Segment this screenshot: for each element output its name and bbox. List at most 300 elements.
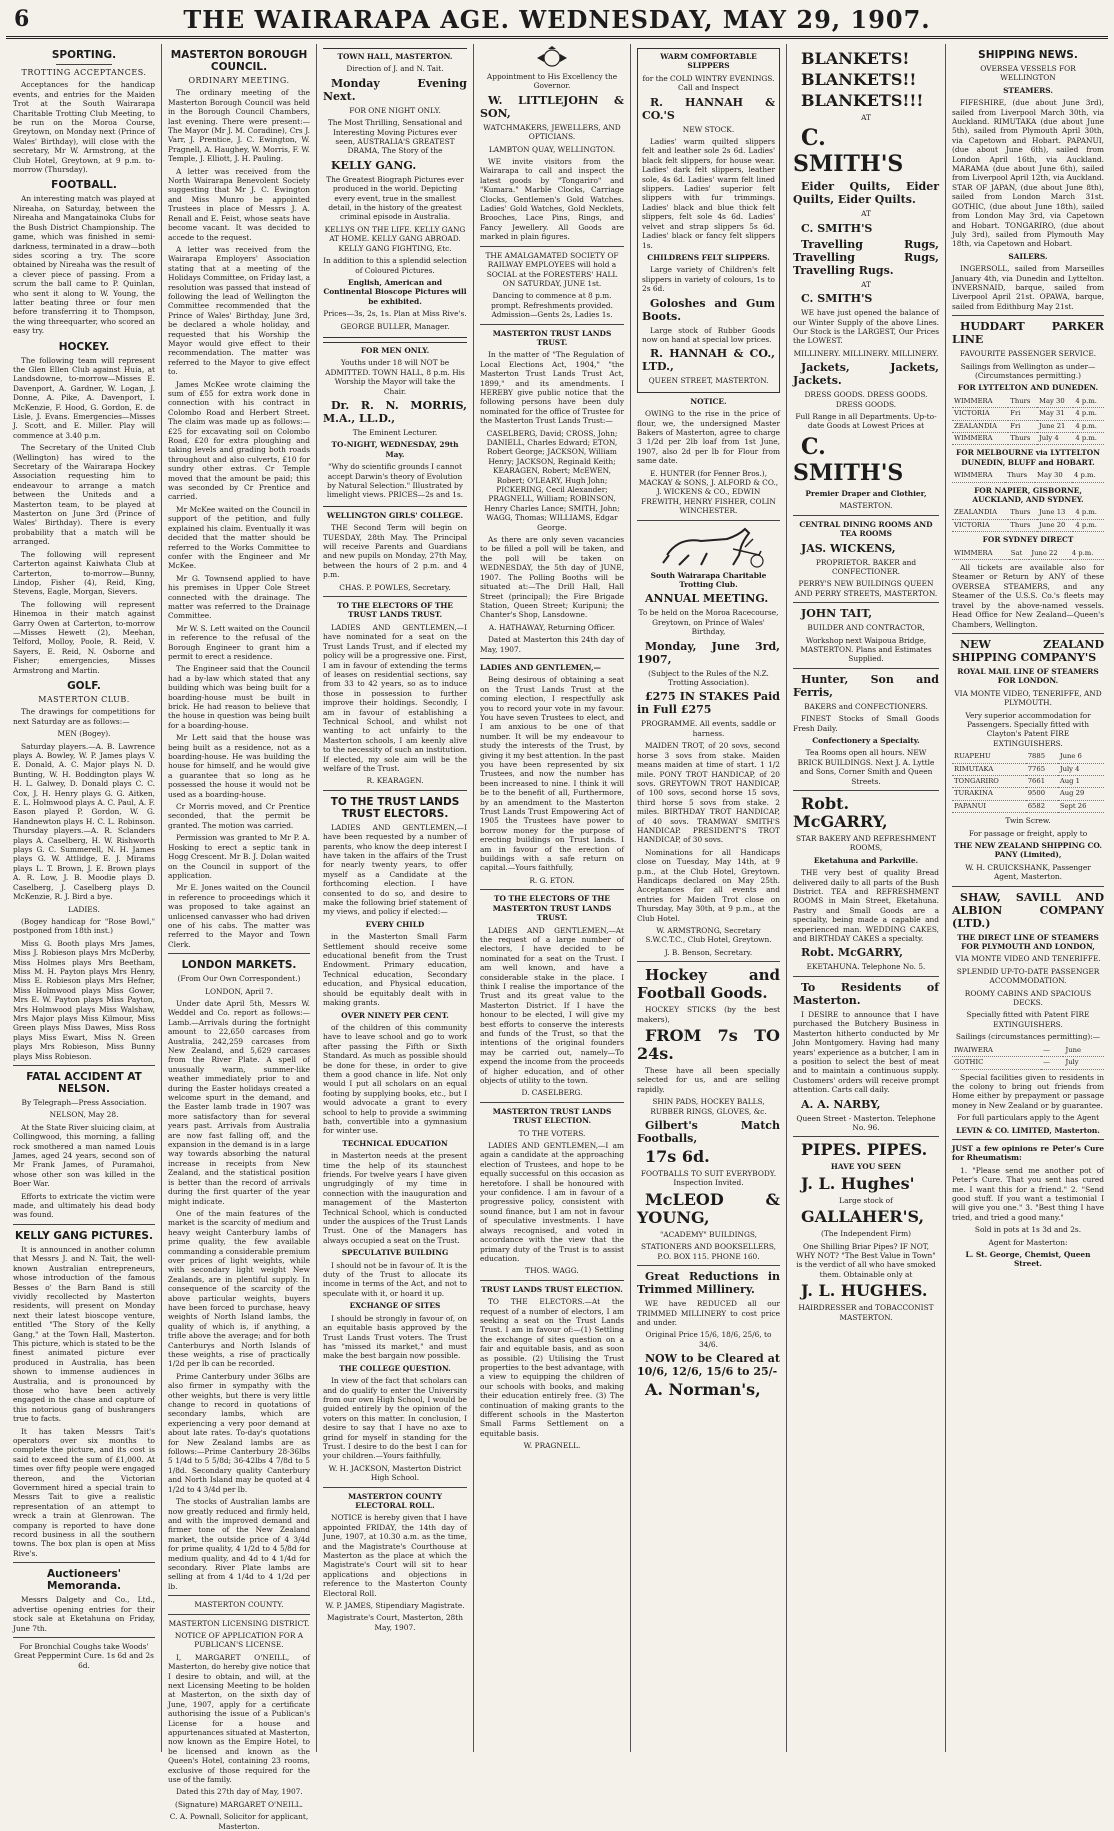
shipping-text: INGERSOLL, sailed from Marseilles January 4th, via Dunedin and Lyttelton. INVERSNAID, barque, sailed from Liverpool April 21st. OPAWA, barque, sailed from Edithburg May 21st. (952, 264, 1104, 311)
table-row (952, 548, 1104, 560)
ad-text: One Shilling Briar Pipes? IF NOT, WHY NOT? "The Best Value in Town" is the verdict of all who have smoked them. Obtainable only at (796, 1241, 936, 1279)
dateline: NELSON, May 28. (49, 1110, 119, 1120)
ad-text: Confectionery a Specialty. (812, 735, 920, 745)
article-text: (Bogey handicap for "Rose Bowl," postponed from 18th inst.) (13, 916, 155, 936)
notice-text: I should be strongly in favour of, on an equitable basis approved by the Trust Lands Trust voters. The Trust has "missed its market," and must make the best bargain now possible. (323, 1313, 467, 1361)
ad-text: SHIN PADS, HOCKEY BALLS, RUBBER RINGS, GLOVES, &c. (650, 1097, 767, 1116)
table-cell: ZEALANDIA (952, 420, 1008, 432)
notice-heading: TO THE ELECTORS OF THE MASTERTON TRUST LANDS TRUST. (492, 894, 612, 923)
ad-heading: W. LITTLEJOHN & SON, (480, 93, 624, 120)
trotting-horse-icon (649, 525, 769, 569)
article-text: The Secretary of the United Club (Wellington) has wired to the Secretary of the Wairarapa Hockey Association requesting him to endeavour to arrange a match between the Uniteds and a Masterton team, to be played at Masterton on June 3rd (Prince of Wales' Birthday). There is every probability that a match will be arranged. (13, 443, 155, 547)
table-cell: TURAKINA (952, 788, 1026, 800)
article-text: The stocks of Australian lambs are now greatly reduced and firmly held, and with the improved demand and firmer tone of the New Zealand market, the outside price of 4 3/4d for prime quality, 4 1/2d to 4 5/8d for medium quality, and 4d to 4 1/4d for secondary. River Plate lambs are selling at from 4 1/4d to 4 1/2d per lb. (168, 1497, 310, 1591)
ad-name: J. L. Hughes' (801, 1173, 915, 1193)
table-cell: June 22 (1029, 548, 1069, 560)
ad-heading: South Wairarapa Charitable Trotting Club. (650, 570, 767, 590)
ad-text: Jackets, Jackets, Jackets. (793, 361, 939, 388)
ad-price: FROM 7s TO 24s. (637, 1026, 780, 1064)
ad-name: GALLAHER'S, (801, 1207, 925, 1227)
ad-name: C. SMITH'S (793, 433, 904, 486)
table-cell: ZEALANDIA (952, 507, 1008, 519)
table-cell: 7661 (1026, 775, 1058, 787)
ad-text: "ACADEMY" BUILDINGS, (659, 1229, 758, 1239)
shipping-subheading: STEAMERS. (1003, 85, 1053, 95)
column-shipping (947, 44, 1109, 1752)
subheading-meeting: ORDINARY MEETING. (188, 76, 290, 85)
column-trust-lands (475, 44, 629, 1752)
route-heading: FOR SYDNEY DIRECT (982, 535, 1074, 545)
sailing-table (952, 396, 1104, 446)
table-row (952, 1057, 1104, 1069)
ad-signature: J. L. HUGHES. (801, 1281, 928, 1301)
ad-text: Sold in pots at 1s 3d and 2s. (974, 1225, 1082, 1235)
ad-text: To be held on the Moroa Racecourse, Greytown, on Prince of Wales' Birthday, (638, 608, 779, 637)
ad-text: WE invite visitors from the Wairarapa to call and inspect the latest goods by "Tongariro" and "Kumara." Marble Clocks, Carriage Clocks, Gentlemen's Gold Watches. Ladies' Gold Watches, Gold Necklets, Brooches, Lace Pins, Rings, and Fancy Jewellery. All Goods are marked in plain figures. (480, 157, 624, 242)
notice-text: NOTICE is hereby given that I have appointed FRIDAY, the 14th day of June, 1907, at 10.30 a.m. as the time, and the Magistrate's Courthouse at Masterton as the place at which the Magistrate's Court will sit to hear applications and objections in reference to the Masterton County Electoral Roll. (323, 1513, 467, 1598)
article-text: Saturday players.—A. B. Lawrence plays A. Bowley, W. P. James plays V. E. Donald, A. C. Major plays N. D. Bunting, W. H. Boddington plays W. H. L. Galwey, D. Donald plays C. C. Cox, J. H. Henry plays G. G. Aitken, E. L. Holmwood plays A. C. Paul, A. F. Eason played P. Gordon, W. G. Handnewton plays H. C. L. Robinson. Thursday players.—A. R. Sclanders plays A. Caselberg, H. W. Rishworth plays G. C. Summerell, N. H. James plays G. W. Attlidge, E. J. Mirams plays L. T. Brown, J. E. Brown plays A. R. Low, J. B. Moodie plays D. Caselberg, J. Caselberg plays D. McKenzie, R. J. Bird a bye. (13, 741, 155, 902)
table-cell: TONGARIRO (952, 775, 1026, 787)
shipping-subheading: OVERSEA VESSELS FOR WELLINGTON (980, 64, 1076, 83)
table-row (952, 800, 1104, 812)
ad-text: Large stock of (839, 1195, 893, 1205)
table-cell: GOTHIC (952, 1057, 1041, 1069)
ad-text: Full Range in all Departments. Up-to-date Goods at Lowest Prices at (795, 412, 937, 431)
column-rule (316, 44, 317, 1752)
ad-text: (Subject to the Rules of the N.Z. Trotting Association). (648, 668, 769, 688)
column-adverts-b (788, 44, 944, 1752)
ad-text: STAR BAKERY AND REFRESHMENT ROOMS, (795, 834, 937, 853)
ad-text: Nominations for all Handicaps close on Tuesday, May 14th, at 9 p.m., at the Club Hotel, Greytown. Handicaps declared on May 25th. Acceptances for all events and entries for Maiden Trot close on Thursday, May 30th, at 9 p.m., at the Club Hotel. (637, 847, 780, 923)
article-text: The following will represent Hinemoa in their match against Garry Owen at Carterton, to-morrow—Misses Hewett (2), Meehan, Telford, Molloy, Poole, R. Reid, V. Sayers, E. Reid, N. Osborne and Fisher; emergencies, Misses Armstrong and Martin. (13, 599, 155, 675)
ad-stakes: £275 IN STAKES Paid in Full £275 (637, 690, 780, 717)
ad-text: For passage or freight, apply to (968, 828, 1088, 838)
table-cell: July 4 (1037, 433, 1073, 445)
notice-signature: R. G. ETON. (529, 875, 575, 885)
notice-heading: WELLINGTON GIRLS' COLLEGE. (326, 510, 464, 520)
ad-name: McLEOD & YOUNG, (637, 1189, 780, 1227)
ad-text: THE DIRECT LINE OF STEAMERS FOR PLYMOUTH AND LONDON, (957, 932, 1099, 952)
ad-name: C. SMITH'S (793, 125, 904, 178)
table-row (952, 763, 1104, 775)
table-cell: Fri (1008, 408, 1037, 420)
ad-text: Twin Screw. (1005, 816, 1051, 826)
table-cell: VICTORIA (952, 408, 1008, 420)
section-heading-golf: GOLF. (67, 679, 101, 692)
table-cell: June 13 (1037, 507, 1073, 519)
notice-subhead: THE COLLEGE QUESTION. (339, 1363, 451, 1373)
notice-signature: W. H. JACKSON, Masterton District High School. (328, 1463, 462, 1483)
headline-kelly-gang: KELLY GANG PICTURES. (15, 1229, 153, 1242)
headline-borough-council: MASTERTON BOROUGH COUNCIL. (170, 49, 308, 73)
table-cell: 7765 (1026, 763, 1058, 775)
article-text: Messrs Dalgety and Co., Ltd., advertise opening entries for their stock sale at Eketahuna on Friday, June 7th. (13, 1595, 155, 1633)
ad-text: 1. "Please send me another pot of Peter's Cure. That you sent has cured me. I want this for a friend." 2. "Send good stuff. If you want a testimonial I will give you one." 3. "Best thing I have tried, and tried a good many." (952, 1165, 1104, 1222)
ad-title: KELLY GANG. (331, 158, 417, 172)
ad-text: Queen Street - Masterton. Telephone No. 96. (796, 1113, 936, 1132)
route-heading: FOR NAPIER, GISBORNE, AUCKLAND, AND SYDNEY. (972, 485, 1084, 505)
table-cell: July (1063, 1057, 1104, 1069)
ad-text: The Eminent Lecturer. (352, 427, 438, 437)
table-cell: Thurs (1005, 470, 1035, 482)
notice-text: in the Masterton Small Farm Settlement should receive some educational benefit from the Trust Endowment. Primary education, Technical education, Secondary education, and Physical education, should be equitably dealt with in making grants. (323, 932, 467, 1008)
table-cell: Fri (1008, 420, 1037, 432)
ad-text: For full particulars apply to the Agent (956, 1113, 1100, 1123)
table-cell: May 30 (1035, 470, 1072, 482)
table-cell: WIMMERA (952, 433, 1008, 445)
article-text: The drawings for competitions for next Saturday are as follows:— (13, 707, 155, 726)
route-heading: FOR LYTTELTON AND DUNEDEN. (957, 383, 1099, 393)
ad-text: WE have REDUCED all our TRIMMED MILLINERY to cost price and under. (637, 1299, 780, 1327)
ad-heading: Great Reductions in Trimmed Millinery. (637, 1270, 780, 1297)
table-row (952, 751, 1104, 763)
notice-signature: W. PRAGNELL. (523, 1441, 581, 1451)
ad-heading: BLANKETS! (801, 49, 910, 68)
table-cell: 4 p.m. (1073, 519, 1104, 531)
ad-text: Premier Draper and Clothier, (805, 488, 927, 498)
table-cell: — (1041, 1057, 1063, 1069)
notice-text: Being desirous of obtaining a seat on the Trust Lands Trust at the coming election, I respectfully ask you to record your vote in my favour. You have seven Trustees to elect, and I am anxious to be one of that number. It will be my endeavour to study the interests of the Trust, by giving it my best attention. In the past you have been represented by six Trustees, and now the number has been increased to nine. I think it will be to the benefit of all, Furthermore, by an amendment to the Masterton Trust Lands Trust Empowering Act of 1905 the Trustees have power to borrow money for the purpose of erecting buildings on Trust lands. I am in favour of the erection of buildings with a safe return on capital.—Yours faithfully, (480, 675, 625, 873)
section-heading-sporting: SPORTING. (51, 49, 117, 61)
notice-subhead: TECHNICAL EDUCATION (342, 1138, 448, 1148)
article-text: Miss G. Booth plays Mrs James, Miss J. Robieson plays Mrs McDerby, Miss Holmes plays Mrs Beetham, Miss M. H. Payton plays Mrs Henry, Miss E. Robieson plays Mrs Hefner, Miss Holmwood plays Miss Gower, Mrs E. W. Payton plays Miss Payton, Mrs Holmwood plays Miss Walshaw, Mrs Major plays Miss Kilmour, Miss Green plays Miss Dawes, Miss Ross plays Miss Ewart, Miss N. Green plays Mrs Robieson, Miss Bunny plays Miss Robieson. (13, 938, 155, 1061)
ad-text: DRESS GOODS. DRESS GOODS. DRESS GOODS. (804, 390, 928, 409)
ad-subhead: Goloshes and Gum Boots. (642, 296, 775, 323)
footer-advert: For Bronchial Coughs take Woods' Great Peppermint Cure. 1s 6d and 2s 6d. (14, 1641, 154, 1670)
newspaper-title: THE WAIRARAPA AGE. WEDNESDAY, MAY 29, 1907. (183, 5, 931, 34)
table-cell: 6582 (1026, 800, 1058, 812)
ad-text: Tea Rooms open all hours. NEW BRICK BUILDINGS. Next J. A. Lyttle and Sons, Corner Smith and Queen Streets. (797, 748, 935, 786)
notice-text: In view of the fact that scholars can and do qualify to enter the University from our own High School, I would be guided entirely by the opinion of the voters on this matter. In conclusion, I desire to say that I have no axe to grind for myself in standing for the Trust. I desire to do the best I can for your children.—Yours faithfully, (323, 1376, 467, 1461)
table-cell: WIMMERA (952, 396, 1008, 408)
ad-text: HAIRDRESSER and TOBACCONIST MASTERTON. (798, 1303, 934, 1322)
article-text: Mr E. Jones waited on the Council in reference to proceedings which it was proposed to take against an unlicensed canvasser who had driven one of his cabs. The matter was referred to the Mayor and Town Clerk. (168, 883, 310, 949)
table-cell: Thurs (1008, 433, 1037, 445)
table-cell: 7885 (1026, 751, 1058, 763)
table-cell: 4 p.m. (1070, 548, 1104, 560)
ad-text: These have all been specially selected for us, and are selling rapidly. (637, 1066, 780, 1094)
notice-heading: MASTERTON COUNTY. (194, 1600, 284, 1610)
table-cell: VICTORIA (952, 519, 1008, 531)
ad-text: W. H. CRUICKSHANK, Passenger Agent, Masterton. (965, 862, 1091, 882)
notice-signature: THOS. WAGG. (525, 1266, 579, 1276)
ad-text: KELLYS ON THE LIFE. KELLY GANG AT HOME. KELLY GANG ABROAD. KELLY GANG FIGHTING, Etc. (324, 224, 466, 253)
table-cell: Thurs (1008, 396, 1037, 408)
table-cell: May 31 (1037, 408, 1073, 420)
ad-text: ROOMY CABINS AND SPACIOUS DECKS. (964, 988, 1092, 1008)
ad-date: TO-NIGHT, WEDNESDAY, 29th May. (331, 440, 459, 459)
article-text: The following will represent Carterton against Kaiwhata Club at Carterton, to-morrow—Bunny, Lindop, Fisher (4), Reid, King, Stevens, Eagle, Morgan, Sievers. (13, 549, 155, 597)
table-row (952, 1045, 1104, 1057)
ad-text: LEVIN & CO. LIMITED, Masterton. (956, 1125, 1100, 1135)
table-row (952, 396, 1104, 408)
golf-men-heading: MEN (Bogey). (57, 729, 111, 739)
notice-date: Dated at Masterton this 24th day of May, 1907. (480, 635, 624, 654)
ad-text: Eider Quilts, Eider Quilts, Eider Quilts. (793, 180, 939, 207)
ad-text: Sailings (circumstances permitting):— (955, 1032, 1101, 1042)
ad-name: C. SMITH'S (801, 292, 873, 306)
ad-signature: W. ARMSTRONG, Secretary S.W.C.T.C., Club Hotel, Greytown. (645, 926, 772, 945)
ad-text: AT (861, 279, 871, 289)
headline-trust-electors: TO THE TRUST LANDS TRUST ELECTORS. (330, 795, 460, 820)
ad-text: for the COLD WINTRY EVENINGS. Call and Inspect (642, 73, 775, 93)
headline-auctioneers: Auctioneers' Memoranda. (46, 1568, 122, 1593)
ad-text: STATIONERS AND BOOKSELLERS, P.O. BOX 115. PHONE 160. (641, 1242, 776, 1261)
ad-text: Direction of J. and N. Tait. (346, 64, 444, 74)
notice-signature: W. P. JAMES, Stipendiary Magistrate. (325, 1601, 465, 1611)
article-text: Efforts to extricate the victim were made, and ultimately his dead body was found. (13, 1191, 155, 1220)
masthead (6, 2, 1108, 39)
ad-text: MILLINERY. MILLINERY. MILLINERY. (793, 348, 939, 358)
notice-text: LADIES AND GENTLEMEN,—I have nominated for a seat on the Trust Lands Trust, and if elected my policy will be a progressive one. First, I am in favour of extending the terms of leases on residential sections, say from 33 to 42 years, so as to induce those in possession to further improve their holdings. Secondly, I am in favour of establishing a Technical School, and whilst not wanting to act unfairly to the Masterton schools, I am keenly alive to the necessity of such an institution. If elected, my sole aim will be the welfare of the Trust. (323, 622, 467, 773)
ad-name: R. HANNAH & CO., LTD., (642, 347, 775, 374)
ad-price: 17s 6d. (645, 1147, 710, 1167)
ad-heading: WARM COMFORTABLE SLIPPERS (660, 52, 757, 71)
table-cell: 4 p.m. (1072, 470, 1104, 482)
sailing-table (952, 751, 1104, 813)
ad-text: Large variety of Children's felt slippers in variety of colours, 1s to 2s 6d. (642, 265, 775, 294)
shipping-subheading: SAILERS. (1008, 251, 1048, 261)
ad-text: The Most Thrilling, Sensational and Interesting Moving Pictures ever seen, AUSTRALIA'S GREATEST DRAMA, The Story of the (327, 118, 463, 156)
column-adverts-a (632, 44, 785, 1752)
sailing-table (952, 548, 1104, 560)
ad-date: Monday, June 3rd, 1907, (637, 639, 780, 666)
table-cell: RUAPEHU (952, 751, 1026, 763)
notice-heading: TRUST LANDS TRUST ELECTION. (481, 1284, 623, 1294)
article-text: Under date April 5th, Messrs W. Weddel and Co. report as follows:—Lamb.—Arrivals during the fortnight amount to 22,650 carcases from Australia, 242,259 carcases from New Zealand, and 5,629 carcases from the River Plate. A spell of unusually warm, summer-like weather immediately prior to and during the Easter holidays created a welcome spurt in the demand, and the Easter lamb trade in 1907 was more satisfactory than for several years past. Arrivals from Australia are now fast falling off, and the expansion in the demand is in a large way towards absorbing the natural increase in receipts from New Zealand, and the statistical position is better than the record of arrivals during the first quarter of the year might indicate. (168, 998, 310, 1206)
table-row (952, 408, 1104, 420)
ad-text: FAVOURITE PASSENGER SERVICE. (959, 349, 1097, 359)
ad-text: ROYAL MAIL LINE OF STEAMERS FOR LONDON. (957, 666, 1099, 686)
notice-signature: (Signature) MARGARET O'NEILL. (174, 1799, 304, 1809)
notice-text: LADIES AND GENTLEMEN,—At the request of a large number of electors, I have decided to be nominated for a seat on the Trust. I am well known, and have a considerable stake in the place. I think I realise the importance of the Trust and its great value to the Masterton District. If I have the honour to be elected, I will give my best efforts to conserve the interests and funds of the Trust, so that the intentions of the original founders may be carried out, namely—To expend the income from the proceeds of higher education, and of other objects of utility to the town. (480, 925, 624, 1085)
notice-heading: LADIES AND GENTLEMEN,— (480, 662, 601, 672)
notice-subhead: OVER NINETY PER CENT. (341, 1010, 449, 1020)
article-text: The Engineer said that the Council had a by-law which stated that any building which was being built for a boarding-house must be built in brick. He had reason to believe that the house in question was being built for a boarding-house. (168, 664, 310, 730)
article-text: James McKee wrote claiming the sum of £55 for extra work done in connection with his contract in Colombo Road and Herbert Street. The claim was made up as follows:—£25 for excavating soil on Colombo Road, £20 for extra ploughing and taking levels and grading both roads throughout and also culverts, £10 for sundry other extras. Cr Temple moved that the amount be paid; this was seconded by Cr Prentice and carried. (168, 379, 310, 502)
ad-title: ANNUAL MEETING. (645, 592, 769, 606)
ad-text: VIA MONTE VIDEO, TENERIFFE, AND PLYMOUTH. (954, 688, 1102, 708)
notice-names: E. HUNTER (for Fenner Bros.), MACKAY & SONS, J. ALFORD & CO., J. WICKENS & CO., EDWIN FREWITH, HENRY FISHER, COLIN WINCHESTER. (638, 468, 779, 516)
ad-text: Sailings from Wellington as under—(Circumstances permitting.) (960, 361, 1096, 380)
ad-text: THE very best of quality Bread delivered daily to all parts of the Bush District. TEA and REFRESHMENT ROOMS in Main Street, Eketahuna. Pastry and Small Goods are a specialty, being made a capable and experienced man. WEDDING CAKES, and BIRTHDAY CAKES a specialty. (793, 868, 939, 944)
table-cell: June 20 (1037, 519, 1073, 531)
subheading-trotting: TROTTING ACCEPTANCES. (21, 68, 147, 77)
ad-price: NOW to be Cleared at 10/6, 12/6, 15/6 to 25/- (637, 1352, 780, 1379)
notice-text: Dancing to commence at 8 p.m. prompt. Refreshments provided. Admission—Gents 2s, Ladies 1s. (491, 291, 613, 320)
article-text: Mr McKee waited on the Council in support of the petition, and fully explained his claim. Eventually it was decided that the matter should be referred to the Works Committee to confer with the Engineer and Mr McKee. (168, 504, 310, 571)
table-cell: Aug 29 (1058, 788, 1104, 800)
ad-text: FOR ONE NIGHT ONLY. (349, 105, 441, 115)
article-text: Mr G. Townsend applied to have his premises in Upper Cole Street connected with the drainage. The matter was referred to the Drainage Committee. (168, 573, 310, 621)
ad-name: A. Norman's, (645, 1380, 761, 1400)
column-rule (945, 44, 946, 1752)
table-cell: Sat (1009, 548, 1030, 560)
notice-text: LADIES AND GENTLEMEN,—I have been requested by a number of parents, who know the deep interest I have taken in the affairs of the Trust for nearly twenty years, to offer myself as a Candidate at the forthcoming election. I have consented to do so, and desire to make the following brief statement of my views, and policy if elected:— (323, 822, 467, 917)
ad-name: C. SMITH'S (801, 221, 873, 235)
article-text: At the State River sluicing claim, at Collingwood, this morning, a falling rock smothered a man named Louis James, aged 24 years, second son of Mr Frank James, of Puramahoi, whose other son was killed in the Boer War. (13, 1122, 155, 1189)
table-cell: — (1041, 1045, 1063, 1057)
ad-text: BUILDER AND CONTRACTOR, (807, 623, 925, 633)
column-rule (786, 44, 787, 1752)
ad-text: Travelling Rugs, Travelling Rugs, Travelling Rugs. (793, 237, 939, 277)
notice-heading: TO THE ELECTORS OF THE TRUST LANDS TRUST. (337, 601, 453, 620)
ad-text: All tickets are available also for Steamer or Return by ANY of these OVERSEA STEAMERS, and any Steamer of the U.S.S. Co.'s fleets may travel by the above-named vessels. Head Office for New Zealand—Queen's Chambers, Wellington. (952, 563, 1104, 629)
notice-text: I should not be in favour of. It is the duty of the Trust to allocate its income in terms of the Act, and not to speculate with it, or hoard it up. (323, 1260, 467, 1298)
article-text: Prime Canterbury under 36lbs are also firmer in sympathy with the other weights, but there is very little change to record in quotations of secondary lambs, which are experiencing a very poor demand at about late rates. To-day's quotations for New Zealand lambs are as follows:—Prime Canterbury 28-36lbs 5 1/4d to 5 5/8d; 36-42lbs 4 7/8d to 5 1/8d. Secondary quality Canterbury and North Island may be quoted at 4 1/2d to 4 3/4d per lb. (168, 1371, 310, 1494)
table-row (952, 470, 1104, 482)
headline-shipping-news: SHIPPING NEWS. (978, 49, 1078, 61)
table-cell: PAPANUI (952, 800, 1026, 812)
notice-heading: MASTERTON COUNTY ELECTORAL ROLL. (348, 1491, 442, 1510)
notice-heading: MASTERTON TRUST LANDS TRUST. (492, 328, 612, 347)
ad-signature: A. A. NARBY, (801, 1097, 881, 1111)
section-heading-hockey: HOCKEY. (58, 340, 110, 353)
royal-crest-icon (535, 46, 569, 70)
ad-text: Prices—3s, 2s, 1s. Plan at Miss Rive's. (323, 309, 467, 319)
sailing-table (952, 507, 1104, 532)
article-text: A letter was received from the North Wairarapa Benevolent Society suggesting that Mr J. C. Ewington and Miss Munro be appointed Trustees in place of Messrs J. A. Renall and E. Feist, whose seats have become vacant. It was decided to accede to the request. (168, 166, 310, 242)
column-sporting (8, 44, 160, 1752)
ad-heading: FOR MEN ONLY. (360, 345, 430, 355)
ad-heading: HUDDART PARKER LINE (952, 320, 1104, 347)
table-cell: 4 p.m. (1073, 396, 1104, 408)
ad-signature: L. St. George, Chemist, Queen Street. (965, 1250, 1091, 1269)
ad-signature: GEORGE BULLER, Manager. (340, 321, 450, 331)
ad-name: JAS. WICKENS, (801, 541, 896, 555)
notice-text: As there are only seven vacancies to be filled a poll will be taken, and the poll will be taken on WEDNESDAY, the 5th day of JUNE, 1907. The Polling Booths will be situated at:—The Drill Hall, Hall Street (principal); the Fire Brigade Station, Queen Street; Kuripuni; the Chanter's Shop, Lansdowne. (480, 535, 624, 620)
notice-text: LADIES AND GENTLEMEN,—I am again a candidate at the approaching election of Trustees, and hope to be equally successful on this occasion as heretofore. I shall be honoured with your confidence. I am in favour of a progressive policy, consistent with sound finance, but I am not in favour of speculative investments. I have always recognised, and voted in accordance with the view that the primary duty of the Trust is to assist education. (480, 1141, 624, 1263)
article-text: It is announced in another column that Messrs J. and N. Tait, the well-known Australian entrepreneurs, whose introduction of the famous Besses o' the Barn Band is still vividly recollected by Masterton residents, will present on Monday next their latest bioscope venture, entitled "The Story of the Kelly Gang," at the Town Hall, Masterton. This picture, which is stated to be the finest animated picture ever produced in Australia, has been shown to immense audiences in Australia, and is pronounced by those who have been actively engaged in the chase and capture of this notorious gang of bushrangers true to facts. (13, 1244, 155, 1424)
ad-text: PROPRIETOR. BAKER and CONFECTIONER. (815, 557, 917, 576)
notice-signature: A. HATHAWAY, Returning Officer. (488, 622, 616, 632)
section-heading-football: FOOTBALL. (51, 179, 117, 192)
route-heading: FOR MELBOURNE via LYTTELTON DUNEDIN, BLUFF and HOBART. (956, 448, 1100, 467)
notice-text: OWING to the rise in the price of flour, we, the undersigned Master Bakers of Masterton, agree to charge 3 1/2d per 2lb loaf from 1st June, 1907, also 2d per lb for Flour from same date. (637, 409, 780, 466)
article-text: The ordinary meeting of the Masterton Borough Council was held in the Borough Council Chambers, last evening. There were present:—The Mayor (Mr J. M. Coradine), Crs J. Varr, J. Prentice, J. C. Ewington, W. Pragnell, A. Haughey, W. Morris, F. W. Temple, J. Elliott, J. H. Pauling. (168, 88, 310, 164)
subheading-golf-club: MASTERTON CLUB. (38, 694, 130, 704)
notice-text: I, MARGARET O'NEILL, of Masterton, do hereby give notice that I desire to obtain, and will, at the next Licensing Meeting to be holden at Masterton, on the sixth day of June, 1907, apply for a certificate authorising the issue of a Publican's License for a house and appurtenances situated at Masterton, now known as the Empire Hotel, to be licensed and known as the Queen's Hotel, containing 23 rooms, exclusive of those required for the use of the family. (168, 1652, 310, 1785)
shipping-text: FIFESHIRE, (due about June 3rd), sailed from Liverpool March 30th, via Auckland. RIMUTAKA (due about June 5th), sailed from Plymouth April 30th, via Capetown and Hobart. PAPANUI, (due about June 6th), sailed from London April 16th, via Auckland. MARAMA (due about June 6th), sailed from Liverpool April 12th, via Auckland. STAR OF JAPAN, (due about June 8th), sailed from London March 31st. GOTHIC, (due about June 18th), sailed from London May 3rd, via Capetown and Hobart. TONGARIRO, (due about July 3rd), sailed from Plymouth May 18th, via Capetown and Hobart. (952, 98, 1104, 249)
table-cell: 4 p.m. (1073, 408, 1104, 420)
table-cell: June 6 (1058, 751, 1104, 763)
column-notices (318, 44, 472, 1752)
ad-text: BAKERS and CONFECTIONERS. (804, 701, 928, 711)
notice-heading: MASTERTON TRUST LANDS TRUST ELECTION. (492, 1106, 612, 1126)
table-cell: Thurs (1008, 507, 1037, 519)
notice-text: in Masterton needs at the present time the help of its staunchest friends. For twelve years I have given ungrudgingly of my time in connection with the inauguration and management of the Masterton Technical School, which is conducted under the auspices of the Trust Lands Trust. One of the Managers has always occupied a seat on the Trust. (323, 1151, 467, 1245)
ad-heading: JUST a few opinions re Peter's Cure for Rheumatism: (952, 1143, 1104, 1163)
article-text: An interesting match was played at Nireaha, on Saturday, between the Nireaha and Mangatainoka Clubs for the Bush District Championship. The game, which was finished in semi-darkness, terminated in a draw—both sides scoring a try. The score obtained by Nireaha was the result of a clever piece of passing. From a scrum the ball came to P. Quinlan, who sent it along to W. Young, the latter beating three or four men before transferring it to Thompson, the wing threequarter, who scored an easy try. (13, 194, 155, 336)
ad-text: "Why do scientific grounds I cannot accept Darwin's theory of Evolution by Natural Selection." Illustrated by limelight views. PRICES—2s and 1s. (326, 462, 464, 500)
table-row (952, 507, 1104, 519)
advert-hannah (637, 48, 780, 393)
headline-fatal-accident: FATAL ACCIDENT AT NELSON. (26, 1071, 142, 1095)
ad-text: VIA MONTE VIDEO AND TENERIFFE. (955, 954, 1101, 964)
ad-subhead: Gilbert's Match Footballs, (637, 1119, 780, 1146)
notice-signature: CHAS. P. POWLES, Secretary. (339, 582, 451, 592)
table-row (952, 788, 1104, 800)
ad-text: QUEEN STREET, MASTERTON. (648, 376, 769, 386)
column-rule (630, 44, 631, 1752)
ad-name: Robt. McGARRY, (793, 794, 888, 831)
headline-london-markets: LONDON MARKETS. (181, 959, 297, 972)
table-cell: WIMMERA (952, 470, 1005, 482)
golf-ladies-heading: LADIES. (68, 904, 100, 914)
notice-subhead: EXCHANGE OF SITES (349, 1301, 441, 1311)
ad-text: EKETAHUNA. Telephone No. 5. (806, 962, 926, 972)
notice-signature: R. KEARAGEN. (366, 776, 424, 786)
notice-text: of the children of this community have to leave school and go to work after passing the Fifth or Sixth Standard. As much as possible should be done for these, in order to give them a good chance in life. Not only would I put all scholars on an equal footing by supplying books, etc., but I would advocate a grant to every school to help to provide a swimming bath, convertible into a gymnasium for winter use. (323, 1022, 467, 1136)
notice-heading: THE AMALGAMATED SOCIETY OF RAILWAY EMPLOYEES will hold a SOCIAL at the FORESTERS' HALL ON SATURDAY, JUNE 1st. (485, 250, 619, 288)
table-cell: June (1063, 1045, 1104, 1057)
byline: By Telegraph—Press Association. (21, 1098, 147, 1107)
nominee-list: CASELBERG, David; CROSS, John; DANIELL, Charles Edward; ETON, Robert George; JACKSON, William Henry; JACKSON, Reginald Keith; KEARAGEN, Robert; McEWEN, Robert; O'LEARY, Hugh John; PICKERING, Cecil Alexander; PRAGNELL, William; ROBINSON, Henry Charles Lance; SMITH, John; WAGG, Thomas; WILLIAMS, Edgar George. (484, 428, 620, 532)
table-cell: July 4 (1058, 763, 1104, 775)
article-text: Cr Morris moved, and Cr Prentice seconded, that the permit be granted. The motion was carried. (168, 802, 310, 830)
table-cell: Sept 26 (1058, 800, 1104, 812)
ad-text: Specially fitted with Patent FIRE EXTINGUISHERS. (966, 1010, 1090, 1029)
table-cell: 9500 (1026, 788, 1058, 800)
article-text: A letter was received from the Wairarapa Employers' Association stating that at a meeting of the Holidays Committee, on Friday last, a resolution was passed that instead of following the lead of Wellington the Committee recommended that the Prince of Wales' Birthday, June 3rd, be declared a whole holiday, and requested that his Worship the Mayor would give effect to their recommendation. The matter was referred to the Mayor to give effect to. (168, 244, 310, 377)
ad-text: Eketahuna and Parkville. (813, 855, 919, 865)
ad-subhead: CHILDRENS FELT SLIPPERS. (647, 252, 770, 262)
ad-text: Very superior accommodation for Passengers. Specially fitted with Clayton's Patent FIRE EXTINGUISHERS. (965, 710, 1091, 748)
notice-subheading: NOTICE OF APPLICATION FOR A PUBLICAN'S LICENSE. (174, 1630, 304, 1650)
ad-text: Agent for Masterton: (988, 1237, 1068, 1247)
ad-text: AT (861, 209, 871, 219)
notice-subhead: SPECULATIVE BUILDING (341, 1248, 449, 1258)
ad-text: Workshop next Waipoua Bridge, MASTERTON. Plans and Estimates Supplied. (800, 635, 932, 664)
table-cell: IWAIWERA (952, 1045, 1041, 1057)
ad-text: The Greatest Biograph Pictures ever produced in the world. Depicting every event, true in the smallest detail, in the history of the greatest criminal episode in Australia. (326, 174, 464, 222)
ad-text: Special facilities given to residents in the colony to bring out friends from Home either by prepayment or passage money in New Zealand or by guarantee. (952, 1072, 1104, 1110)
ad-heading: TOWN HALL, MASTERTON. (337, 52, 453, 61)
article-text: Mr Lett said that the house was being built as a residence, not as a boarding-house. He was building the house for himself, and he would give a guarantee that so long as he possessed the house it would not be used as a boarding-house. (168, 733, 310, 799)
article-text: Permission was granted to Mr P. A. Hosking to erect a septic tank in Hogg Crescent. Mr B. J. Dolan waited on the Council in support of the application. (168, 833, 310, 880)
notice-text: In the matter of "The Regulation of Local Elections Act, 1904," "the Masterton Trust Lands Trust Act, 1899," and its amendments. I HEREBY give public notice that the following persons have been duly nominated for the office of Trustee for the Masterton Trust Lands Trust:— (480, 350, 624, 426)
ad-heading: PIPES. PIPES. (801, 1140, 928, 1160)
ad-text: SPLENDID UP-TO-DATE PASSENGER ACCOMMODATION. (956, 966, 1100, 986)
ad-heading: To Residents of Masterton. (793, 980, 939, 1007)
table-cell: 4 p.m. (1073, 433, 1104, 445)
table-cell: 4 p.m. (1073, 507, 1104, 519)
ad-text: HAVE YOU SEEN (830, 1162, 902, 1172)
ad-heading: Hockey and Football Goods. (637, 966, 780, 1003)
ad-heading: BLANKETS!! (801, 70, 917, 89)
table-cell: Thurs (1008, 519, 1037, 531)
article-text: It has taken Messrs Tait's operators over six months to complete the picture, and its cost is said to exceed the sum of £1,000. At times over fifty people were engaged thereon, and the Victorian Government hired a special train to Messrs Tait to give a realistic representation of an attempt to wreck a train at Glenrowan. The company is reported to have done record business in all the southern towns. The box plan is open at Miss Rive's. (13, 1426, 155, 1558)
table-cell: Aug 1 (1058, 775, 1104, 787)
table-cell: 4 p.m. (1073, 420, 1104, 432)
ad-heading: SHAW, SAVILL AND ALBION COMPANY (LTD.) (952, 890, 1104, 930)
table-cell: June 21 (1037, 420, 1073, 432)
notice-text: THE Second Term will begin on TUESDAY, 28th May. The Principal will receive Parents and Guardians and new pupils on Monday, 27th May, between the hours of 2 p.m. and 4 p.m. (323, 523, 467, 580)
notice-subhead: EVERY CHILD (365, 919, 425, 929)
ad-text: NEW STOCK. (682, 124, 735, 134)
column-rule (161, 44, 162, 1752)
notice-text: TO THE ELECTORS.—At the request of a number of electors, I am seeking a seat on the Trust Lands Trust. I am in favour of:—(1) Settling the exchange of sites question on a fair and equitable basis, and as soon as possible. (2) Utilising the Trust properties to the best advantage, with a view to equipping the children of our schools with books, and making their education entirely free. (3) The continuation of making grants to the different schools in the Masterton Small Farms Settlement on a equitable basis. (480, 1297, 624, 1438)
sailing-table (952, 1045, 1104, 1070)
ad-text: WATCHMAKERS, JEWELLERS, AND OPTICIANS. (483, 122, 621, 142)
ad-text: English, American and Continental Bioscope Pictures will be exhibited. (323, 277, 467, 306)
table-cell: WIMMERA (952, 548, 1009, 560)
byline: (From Our Own Correspondent.) (177, 974, 301, 984)
notice-signature: D. CASELBERG. (521, 1088, 583, 1098)
ad-text: (The Independent Firm) (820, 1229, 912, 1239)
ad-text: WE have just opened the balance of our Winter Supply of the above Lines. Our Stock is the LARGEST, Our Prices the LOWEST. (793, 308, 939, 346)
ad-name: R. HANNAH & CO.'S (642, 95, 775, 122)
